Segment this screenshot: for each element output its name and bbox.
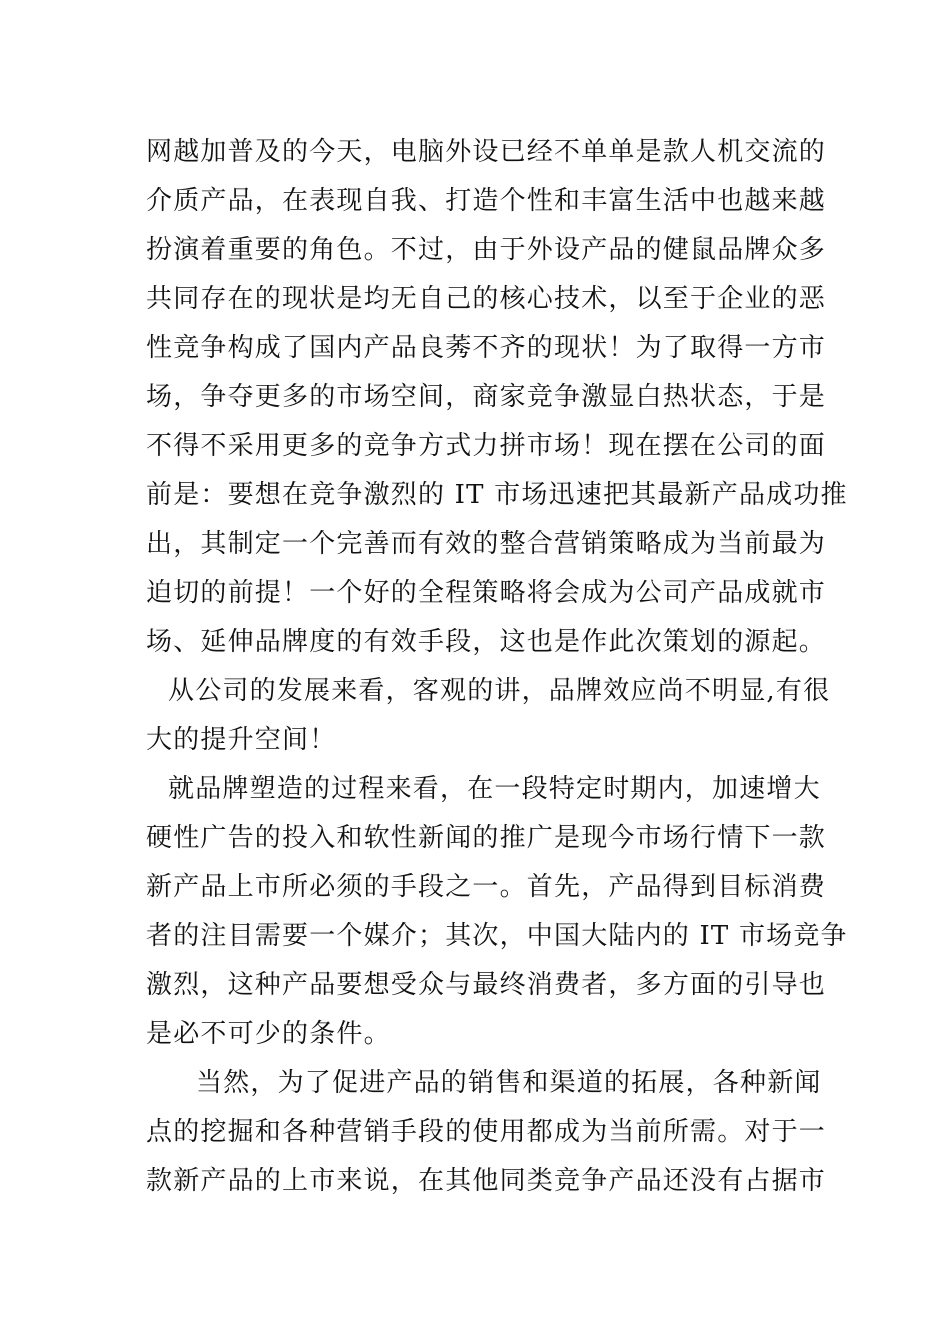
text-line: 共同存在的现状是均无自己的核心技术，以至于企业的恶 [146,284,827,314]
text-line: 大的提升空间！ [146,725,337,755]
text-line: 硬性广告的投入和软性新闻的推广是现今市场行情下一款 [146,823,827,853]
text-line: 款新产品的上市来说，在其他同类竞争产品还没有占据市 [146,1166,827,1196]
paragraph-2 [146,667,831,765]
text-line: 就品牌塑造的过程来看，在一段特定时期内，加速增大 [168,774,821,804]
text-line: 前是：要想在竞争激烈的 IT 市场迅速把其最新产品成功推 [146,480,848,510]
text-line: 点的挖掘和各种营销手段的使用都成为当前所需。对于一 [146,1117,827,1147]
text-line: 出，其制定一个完善而有效的整合营销策略成为当前最为 [146,529,827,559]
text-line: 迫切的前提！一个好的全程策略将会成为公司产品成就市 [146,578,827,608]
text-line: 不得不采用更多的竞争方式力拼市场！现在摆在公司的面 [146,431,827,461]
text-line: 扮演着重要的角色。不过，由于外设产品的健鼠品牌众多 [146,235,827,265]
text-line: 是必不可少的条件。 [146,1019,391,1049]
text-line: 场，争夺更多的市场空间，商家竞争激显白热状态，于是 [146,382,827,412]
text-line: 新产品上市所必须的手段之一。首先，产品得到目标消费 [146,872,827,902]
text-line: 者的注目需要一个媒介；其次，中国大陆内的 IT 市场竞争 [146,921,848,951]
text-line: 介质产品，在表现自我、打造个性和丰富生活中也越来越 [146,186,827,216]
document-body [146,128,848,1206]
text-line: 性竞争构成了国内产品良莠不齐的现状！为了取得一方市 [146,333,827,363]
paragraph-3 [146,765,848,1059]
text-line: 当然，为了促进产品的销售和渠道的拓展，各种新闻 [196,1068,822,1098]
paragraph-4 [146,1059,827,1206]
text-line: 网越加普及的今天，电脑外设已经不单单是款人机交流的 [146,137,827,167]
text-line: 场、延伸品牌度的有效手段，这也是作此次策划的源起。 [146,627,827,657]
text-line: 激烈，这种产品要想受众与最终消费者，多方面的引导也 [146,970,827,1000]
paragraph-1 [146,128,848,667]
text-line: 从公司的发展来看，客观的讲，品牌效应尚不明显,有很 [168,676,831,706]
